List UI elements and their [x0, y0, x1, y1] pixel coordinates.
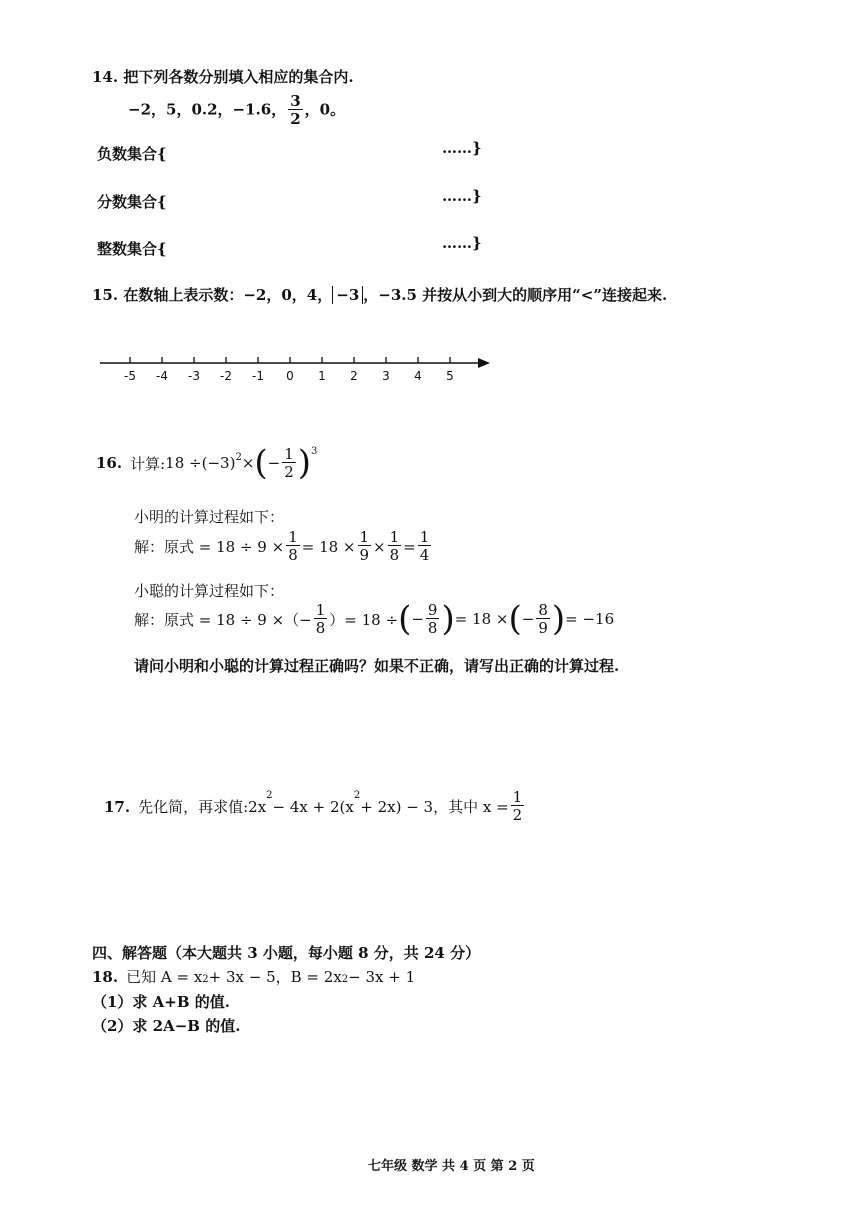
tick-label: 5	[446, 369, 454, 383]
cong-intro: 小聪的计算过程如下：	[134, 582, 285, 600]
ming-solution	[134, 530, 433, 563]
number-line-ticks	[124, 357, 454, 383]
q17-sup2: 2	[353, 790, 361, 801]
q18-text-a: 已知 A = x	[126, 968, 203, 986]
cong-f3-den: 9	[538, 618, 548, 637]
ming-f1-den: 8	[288, 546, 298, 564]
ming-frac-4	[418, 530, 432, 563]
ming-c: ×	[373, 537, 386, 556]
cong-paren-1-close: )	[441, 599, 455, 639]
cong-frac-2	[426, 600, 440, 637]
ming-intro: 小明的计算过程如下：	[134, 508, 285, 526]
ming-b: = 18 ×	[301, 537, 356, 556]
cong-solution	[134, 599, 615, 639]
q14-list-a: −2，5，0.2，−1.6，	[128, 100, 287, 119]
ming-f2-num: 1	[359, 528, 370, 546]
q17-text-b: − 4x + 2(x	[272, 797, 354, 816]
ming-f3-num: 1	[389, 528, 400, 546]
q16-frac-num: 1	[284, 444, 294, 463]
q16-exp1: 2	[235, 452, 242, 463]
q18-given	[92, 966, 415, 987]
negative-set-label: 负数集合{	[97, 145, 167, 163]
ming-frac-2	[358, 530, 372, 563]
q17-text-c: + 2x) − 3，其中 x =	[360, 798, 509, 816]
cong-f1-num: 1	[315, 600, 326, 619]
q16-exp2: 3	[311, 446, 318, 457]
q15-values: −2，0，4，	[243, 286, 333, 304]
cong-paren-2-close: )	[551, 599, 566, 639]
ming-f3-den: 8	[389, 546, 400, 564]
cong-frac-3	[536, 600, 550, 637]
ming-d: =	[403, 537, 416, 556]
q14-frac-num: 3	[290, 92, 301, 110]
integer-set-label: 整数集合{	[97, 240, 167, 258]
ming-f4-num: 1	[419, 528, 430, 546]
cong-neg-1: −	[411, 610, 424, 628]
q15-prompt-a: 在数轴上表示数：	[123, 286, 244, 304]
ming-a: 解：原式 = 18 ÷ 9 ×	[134, 538, 285, 556]
tick-label: -5	[124, 369, 136, 383]
q14-prompt-text: 把下列各数分别填入相应的集合内.	[123, 68, 354, 86]
cong-f1-den: 8	[315, 618, 326, 637]
q16-paren-open: (	[254, 443, 268, 483]
q15-abs-value: −3	[332, 286, 363, 304]
negative-set-tail: ……}	[442, 139, 482, 157]
tick-label: 2	[350, 369, 358, 383]
q18-part-2: （2）求 2A−B 的值.	[92, 1017, 241, 1035]
q18-number: 18.	[92, 968, 119, 986]
number-line	[0, 0, 867, 420]
cong-a: 解：原式 = 18 ÷ 9 ×（−	[134, 610, 312, 629]
q15-number: 15.	[92, 286, 119, 304]
cong-d: = −16	[565, 610, 615, 628]
q17-text-a: 先化简，再求值:2x	[138, 798, 267, 816]
q16-label: 计算:	[130, 454, 166, 473]
q14-frac-den: 2	[290, 110, 301, 128]
cong-f3-num: 8	[538, 600, 548, 619]
cong-paren-2-open: (	[508, 599, 522, 639]
cong-c: = 18 ×	[454, 610, 509, 628]
number-line-arrow	[478, 358, 490, 368]
ming-frac-3	[388, 530, 402, 563]
tick-label: 0	[286, 369, 294, 383]
ming-frac-1	[286, 530, 300, 563]
integer-set-tail: ……}	[442, 234, 482, 252]
q18-text-b: + 3x − 5，B = 2x	[208, 968, 342, 986]
ming-f1-num: 1	[288, 528, 298, 546]
tick-label: 1	[318, 369, 326, 383]
ming-f4-den: 4	[419, 546, 430, 564]
q18-sup2: 2	[341, 974, 349, 985]
fraction-set-tail: ……}	[442, 187, 482, 205]
q18-text-c: − 3x + 1	[348, 968, 416, 986]
section-4-heading: 四、解答题（本大题共 3 小题，每小题 8 分，共 24 分）	[92, 944, 481, 962]
tick-label: -1	[252, 369, 264, 383]
cong-f2-num: 9	[427, 600, 438, 619]
q16-frac-den: 2	[284, 462, 294, 481]
q16-neg: −	[267, 454, 281, 472]
cong-neg-2: −	[521, 610, 535, 628]
q16-times: ×	[241, 454, 255, 472]
q17-sup1: 2	[266, 790, 273, 801]
q16-base: (−3)	[201, 454, 236, 472]
tick-label: 4	[414, 369, 422, 383]
cong-f2-den: 8	[427, 618, 438, 637]
page-footer: 七年级 数学 共 4 页 第 2 页	[368, 1159, 535, 1174]
tick-label: -2	[220, 369, 232, 383]
q16-fraction	[282, 444, 296, 481]
q17-fraction	[511, 790, 525, 823]
q16-expression	[96, 443, 318, 483]
cong-b: ）= 18 ÷	[329, 610, 399, 629]
q17-expression	[104, 790, 526, 823]
q15-prompt-b: ，−3.5 并按从小到大的顺序用“<”连接起来.	[363, 286, 668, 304]
fraction-set-label: 分数集合{	[97, 193, 167, 211]
q14-list-b: ，0。	[304, 100, 346, 119]
q14-number: 14.	[92, 68, 119, 86]
q16-expr-a: 18 ÷	[165, 454, 202, 472]
q18-sup1: 2	[202, 974, 209, 985]
ming-f2-den: 9	[359, 546, 370, 564]
tick-label: -3	[188, 369, 200, 383]
cong-frac-1	[314, 600, 328, 637]
cong-paren-1-open: (	[398, 599, 412, 639]
q16-question: 请问小明和小聪的计算过程正确吗？如果不正确，请写出正确的计算过程.	[134, 657, 620, 675]
q17-frac-num: 1	[512, 788, 523, 806]
q18-part-1: （1）求 A+B 的值.	[92, 993, 230, 1011]
q17-number: 17.	[104, 797, 131, 816]
q17-frac-den: 2	[512, 806, 523, 824]
q16-paren-close: )	[297, 443, 312, 483]
q16-number: 16.	[96, 454, 123, 472]
tick-label: 3	[382, 369, 390, 383]
tick-label: -4	[156, 369, 168, 383]
